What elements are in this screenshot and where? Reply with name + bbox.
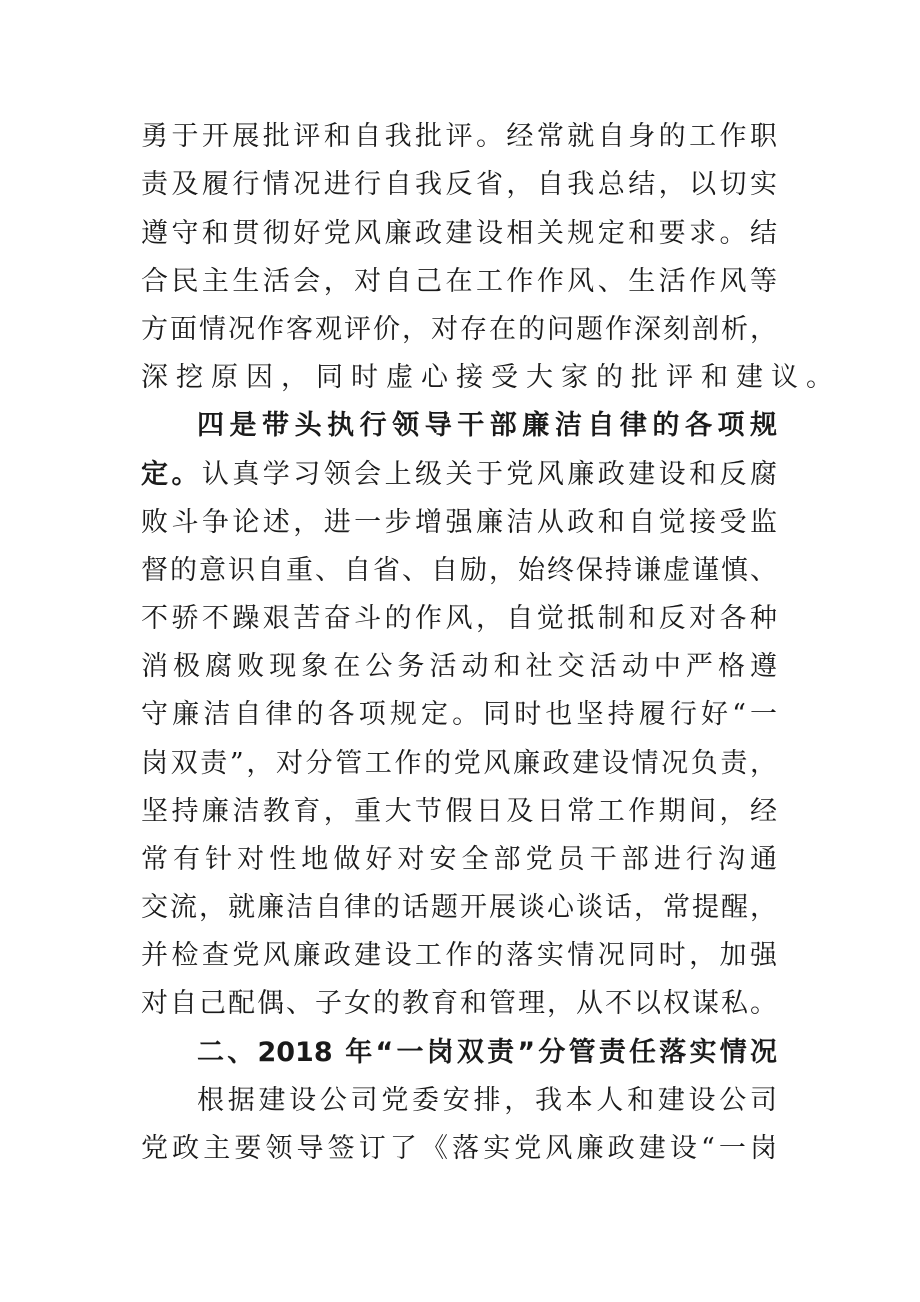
paragraph-line: 党政主要领导签订了《落实党风廉政建设“一岗 bbox=[141, 1133, 777, 1164]
paragraph-line: 败斗争论述，进一步增强廉洁从政和自觉接受监 bbox=[141, 507, 777, 538]
paragraph-line: 不骄不躁艰苦奋斗的作风，自觉抵制和反对各种 bbox=[141, 603, 777, 634]
paragraph-line: 深挖原因，同时虚心接受大家的批评和建议。 bbox=[141, 362, 841, 393]
paragraph-line: 并检查党风廉政建设工作的落实情况同时，加强 bbox=[141, 940, 777, 971]
line-rest: 认真学习领会上级关于党风廉政建设和反腐 bbox=[201, 459, 778, 490]
paragraph-line: 遵守和贯彻好党风廉政建设相关规定和要求。结 bbox=[141, 218, 777, 249]
paragraph-line: 对自己配偶、子女的教育和管理，从不以权谋私。 bbox=[141, 988, 777, 1019]
paragraph-line: 守廉洁自律的各项规定。同时也坚持履行好“一 bbox=[141, 699, 777, 730]
paragraph-line: 根据建设公司党委安排，我本人和建设公司 bbox=[197, 1085, 777, 1116]
paragraph-line: 常有针对性地做好对安全部党员干部进行沟通 bbox=[141, 844, 777, 875]
paragraph-line: 责及履行情况进行自我反省，自我总结，以切实 bbox=[141, 169, 777, 200]
bold-lead: 定。 bbox=[141, 459, 202, 490]
paragraph-line: 勇于开展批评和自我批评。经常就自身的工作职 bbox=[141, 121, 777, 152]
paragraph-heading-line: 四是带头执行领导干部廉洁自律的各项规 bbox=[197, 410, 777, 441]
paragraph-line: 方面情况作客观评价，对存在的问题作深刻剖析， bbox=[141, 314, 777, 345]
paragraph-line: 交流，就廉洁自律的话题开展谈心谈话，常提醒， bbox=[141, 892, 777, 923]
section-heading: 二、2018 年“一岗双责”分管责任落实情况 bbox=[197, 1037, 777, 1068]
paragraph-line: 消极腐败现象在公务活动和社交活动中严格遵 bbox=[141, 651, 777, 682]
paragraph-line: 督的意识自重、自省、自励，始终保持谦虚谨慎、 bbox=[141, 555, 777, 586]
paragraph-line-mixed bbox=[141, 455, 777, 495]
paragraph-line: 坚持廉洁教育，重大节假日及日常工作期间，经 bbox=[141, 796, 777, 827]
paragraph-line: 合民主生活会，对自己在工作作风、生活作风等 bbox=[141, 266, 777, 297]
paragraph-line: 岗双责”，对分管工作的党风廉政建设情况负责， bbox=[141, 748, 777, 779]
